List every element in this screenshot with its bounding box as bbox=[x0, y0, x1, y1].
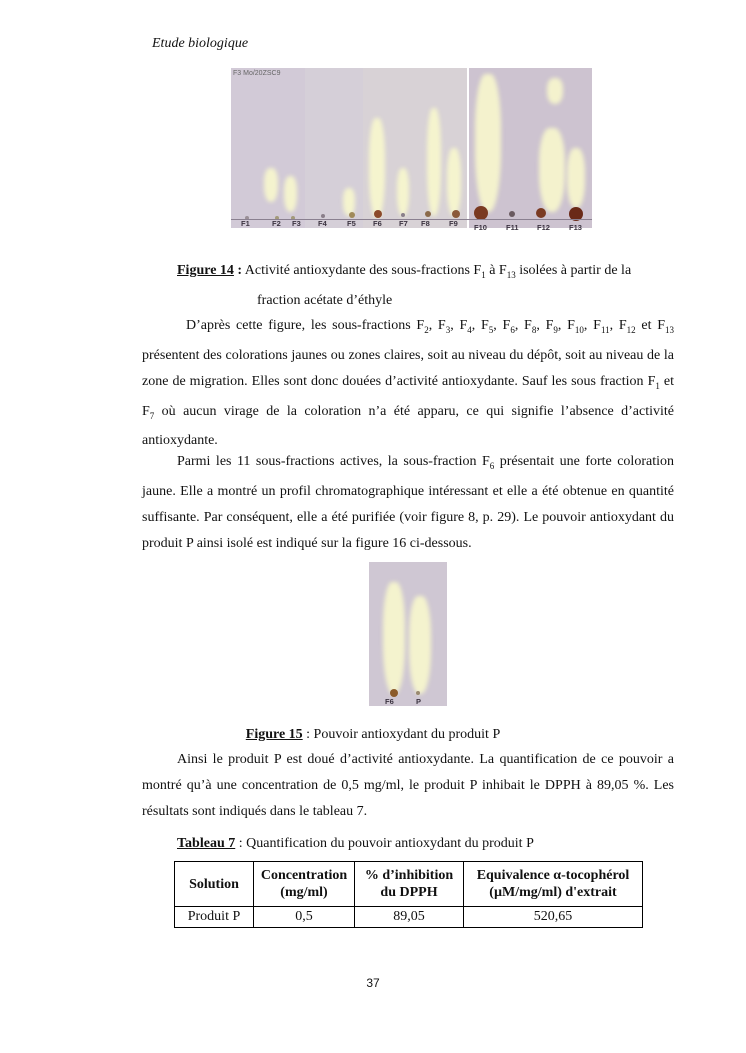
table-7 bbox=[174, 861, 643, 928]
tlc-plate-4 bbox=[469, 68, 592, 228]
lane-label-f3: F3 bbox=[292, 219, 301, 228]
header-equivalence: Equivalence α-tocophérol (µM/mg/ml) d'extrait bbox=[464, 862, 643, 907]
lane-label-f5: F5 bbox=[347, 219, 356, 228]
lane-label-f11: F11 bbox=[506, 223, 519, 232]
table-7-caption: Tableau 7 : Quantification du pouvoir antioxydant du produit P bbox=[177, 836, 534, 851]
header-inhibition: % d’inhibition du DPPH bbox=[355, 862, 464, 907]
tlc-plate-1 bbox=[231, 68, 305, 228]
lane-label-f10: F10 bbox=[474, 223, 487, 232]
lane-label-f12: F12 bbox=[537, 223, 550, 232]
cell-concentration: 0,5 bbox=[254, 907, 355, 928]
cell-inhibition: 89,05 bbox=[355, 907, 464, 928]
lane-label-f9: F9 bbox=[449, 219, 458, 228]
running-header: Etude biologique bbox=[152, 36, 249, 51]
lane-label-f2: F2 bbox=[272, 219, 281, 228]
figure-14-caption-line-2: fraction acétate d’éthyle bbox=[257, 292, 393, 308]
table-header-row bbox=[175, 862, 643, 907]
tlc-plate-3 bbox=[363, 68, 467, 228]
lane-label-f6: F6 bbox=[373, 219, 382, 228]
paragraph-3: Ainsi le produit P est doué d’activité antioxydante. La quantification de ce pouvoir a montré qu’à une concentration de 0,5 mg/ml, le produit P inhibait le DPPH à 89,05 %. Les résultats sont indiqués dans le tableau 7. bbox=[142, 752, 674, 819]
table-row bbox=[175, 907, 643, 928]
figure-15-caption: Figure 15 : Pouvoir antioxydant du produit P bbox=[245, 727, 501, 742]
lane-label-f4: F4 bbox=[318, 219, 327, 228]
tlc-plate-2 bbox=[305, 68, 363, 228]
lane-label-f6-fig15: F6 bbox=[385, 697, 394, 706]
lane-label-f8: F8 bbox=[421, 219, 430, 228]
page-number: 37 bbox=[366, 976, 380, 990]
tlc-plates-figure-14 bbox=[231, 68, 592, 232]
lane-label-f13: F13 bbox=[569, 223, 582, 232]
cell-equivalence: 520,65 bbox=[464, 907, 643, 928]
lane-label-f7: F7 bbox=[399, 219, 408, 228]
header-solution: Solution bbox=[175, 862, 254, 907]
figure-14-label: Figure 14 bbox=[177, 263, 234, 278]
lane-label-f1: F1 bbox=[241, 219, 250, 228]
paragraph-2: Parmi les 11 sous-fractions actives, la sous-fraction $F_6$ présentait une forte coloration jaune. Elle a montré un profil chromatographique intéressant et elle a été obtenue en quantité suffisante. Par conséquent, elle a été purifiée (voir figure 8, p. 29). Le pouvoir antioxydant du produit P ainsi isolé est indiqué sur la figure 16 ci-dessous. bbox=[142, 454, 674, 551]
plate-handwriting: F3 Mo/20ZSC9 bbox=[233, 70, 281, 77]
paragraph-1: D’après cette figure, les sous-fractions $F_2$, $F_3$, $F_4$, $F_5$, $F_6$, $F_8$, $F_9$, $F_{10}$, $F_{11}$, $F_{12}$ et $F_{13}$ présentent des colorations jaunes ou zones claires, soit au niveau du dépôt, soit au niveau de la zone de migration. Elles sont donc douées d’activité antioxydante. Sauf les sous fraction $F_1$ et $F_7$ où aucun virage de la coloration n’a été apparu, ce qui signifie l’absence d’activité antioxydante. bbox=[142, 318, 675, 449]
lane-label-p-fig15: P bbox=[416, 697, 422, 706]
header-concentration: Concentration (mg/ml) bbox=[254, 862, 355, 907]
cell-solution: Produit P bbox=[175, 907, 254, 928]
tlc-plate-figure-15 bbox=[369, 562, 447, 706]
figure-14-caption: Figure 14 : Activité antioxydante des sous-fractions $F_1$ à $F_{13}$ isolées à partir de la fraction acétate d’éthyle bbox=[177, 258, 674, 314]
